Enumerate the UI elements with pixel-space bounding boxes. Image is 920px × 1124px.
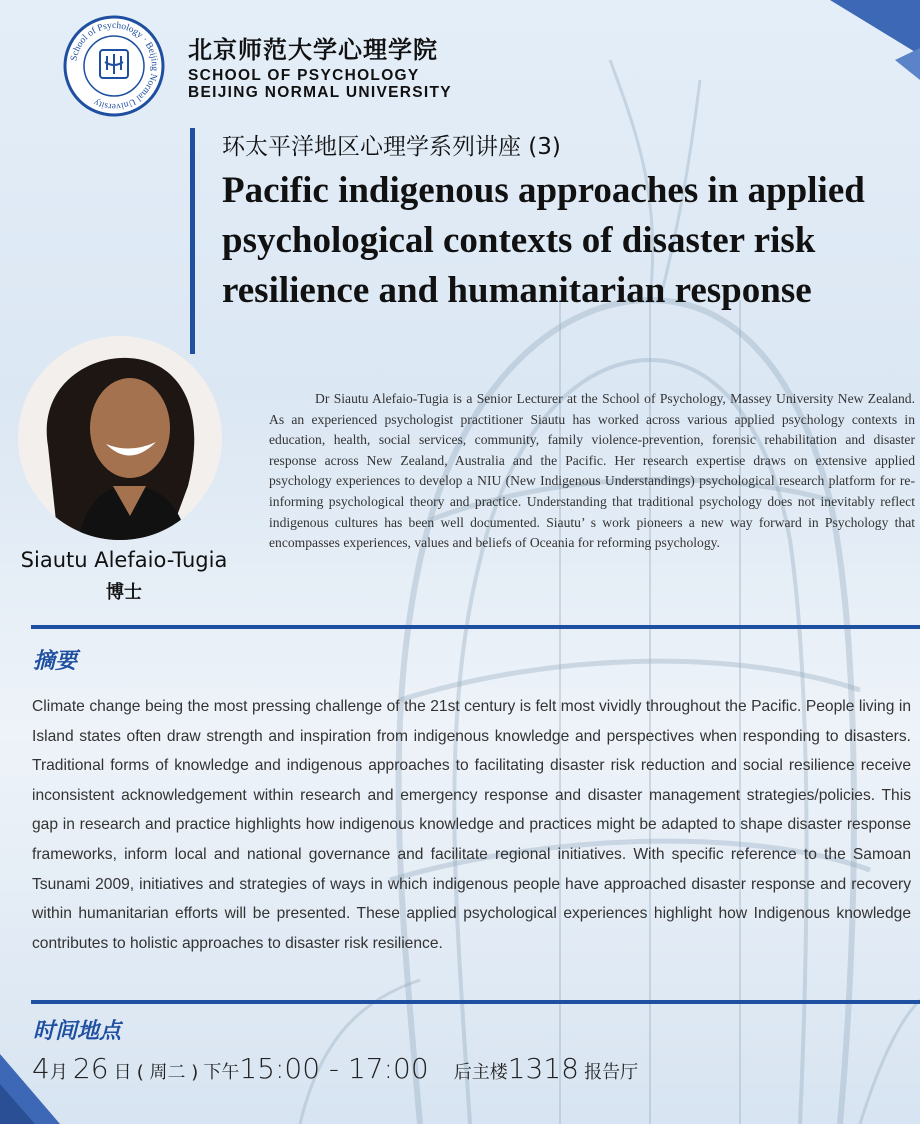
section-divider-abstract	[31, 625, 920, 629]
schedule-hall: 报告厅	[584, 1062, 639, 1083]
schedule-time: 15:00 - 17:00	[239, 1052, 429, 1085]
school-name-en-2: BEIJING NORMAL UNIVERSITY	[188, 84, 452, 101]
school-name-en-1: SCHOOL OF PSYCHOLOGY	[188, 67, 420, 84]
school-name-cn: 北京师范大学心理学院	[188, 36, 438, 64]
schedule-room: 1318	[507, 1052, 579, 1085]
lecture-series: 环太平洋地区心理学系列讲座 (3)	[222, 134, 561, 160]
svg-text:School of Psychology · Beijing: School of Psychology · Beijing Normal University	[69, 20, 160, 112]
schedule-month: 4	[32, 1052, 50, 1085]
schedule-building: 后主楼	[453, 1062, 508, 1083]
title-accent-bar	[190, 128, 195, 354]
schedule-weekday: ( 周二 )	[136, 1062, 199, 1083]
school-logo	[62, 14, 166, 118]
speaker-name: Siautu Alefaio-Tugia	[20, 548, 228, 572]
schedule-day: 26	[72, 1052, 109, 1085]
abstract-text: Climate change being the most pressing challenge of the 21st century is felt most vividly throughout the Pacific. People living in Island states often draw strength and inspiration from indigenous knowledge and perspectives when responding to disasters. Traditional forms of knowledge and indigenous approaches to facilitating disaster risk reduction and social resilience receive inconsistent acknowledgement within research and emergency response and disaster management strategies/policies. This gap in research and practice highlights how indigenous knowledge and practices might be adapted to shape disaster response frameworks, inform local and national governance and facilitate regional initiatives. With specific reference to the Samoan Tsunami 2009, initiatives and strategies of ways in which indigenous people have approached disaster response and recovery within humanitarian efforts will be presented. These applied psychological experiences highlight how Indigenous knowledge contributes to holistic approaches to disaster risk resilience.	[32, 698, 911, 952]
schedule-day-unit: 日	[113, 1062, 132, 1083]
school-name-block	[188, 36, 452, 101]
corner-decoration-top-right	[800, 0, 920, 80]
lecture-title: Pacific indigenous approaches in applied psychological contexts of disaster risk resilience and humanitarian response	[222, 170, 865, 311]
schedule-line	[32, 1052, 638, 1085]
speaker-bio: Dr Siautu Alefaio-Tugia is a Senior Lecturer at the School of Psychology, Massey University New Zealand. As an experienced psychologist practitioner Siautu has worked across various applied psychology contexts in education, health, social services, community, family violence-prevention, forensic rehabilitation and disaster response across New Zealand, Australia and the Pacific. Her research expertise draws on extensive applied psychology experiences to develop a NIU (New Indigenous Understandings) psychological research platform for re-informing psychological theory and practice. Understanding that traditional psychology does not inevitably reflect indigenous cultures has been well documented. Siautu’ s work pioneers a new way forward in Psychology that encompasses experiences, values and beliefs of Oceania for reforming psychology.	[269, 391, 915, 551]
schedule-period: 下午	[203, 1062, 240, 1083]
abstract-heading: 摘要	[33, 648, 78, 674]
schedule-month-unit: 月	[49, 1062, 68, 1083]
speaker-photo	[18, 336, 222, 540]
section-divider-schedule	[31, 1000, 920, 1004]
schedule-heading: 时间地点	[33, 1018, 122, 1044]
speaker-title: 博士	[106, 582, 142, 603]
